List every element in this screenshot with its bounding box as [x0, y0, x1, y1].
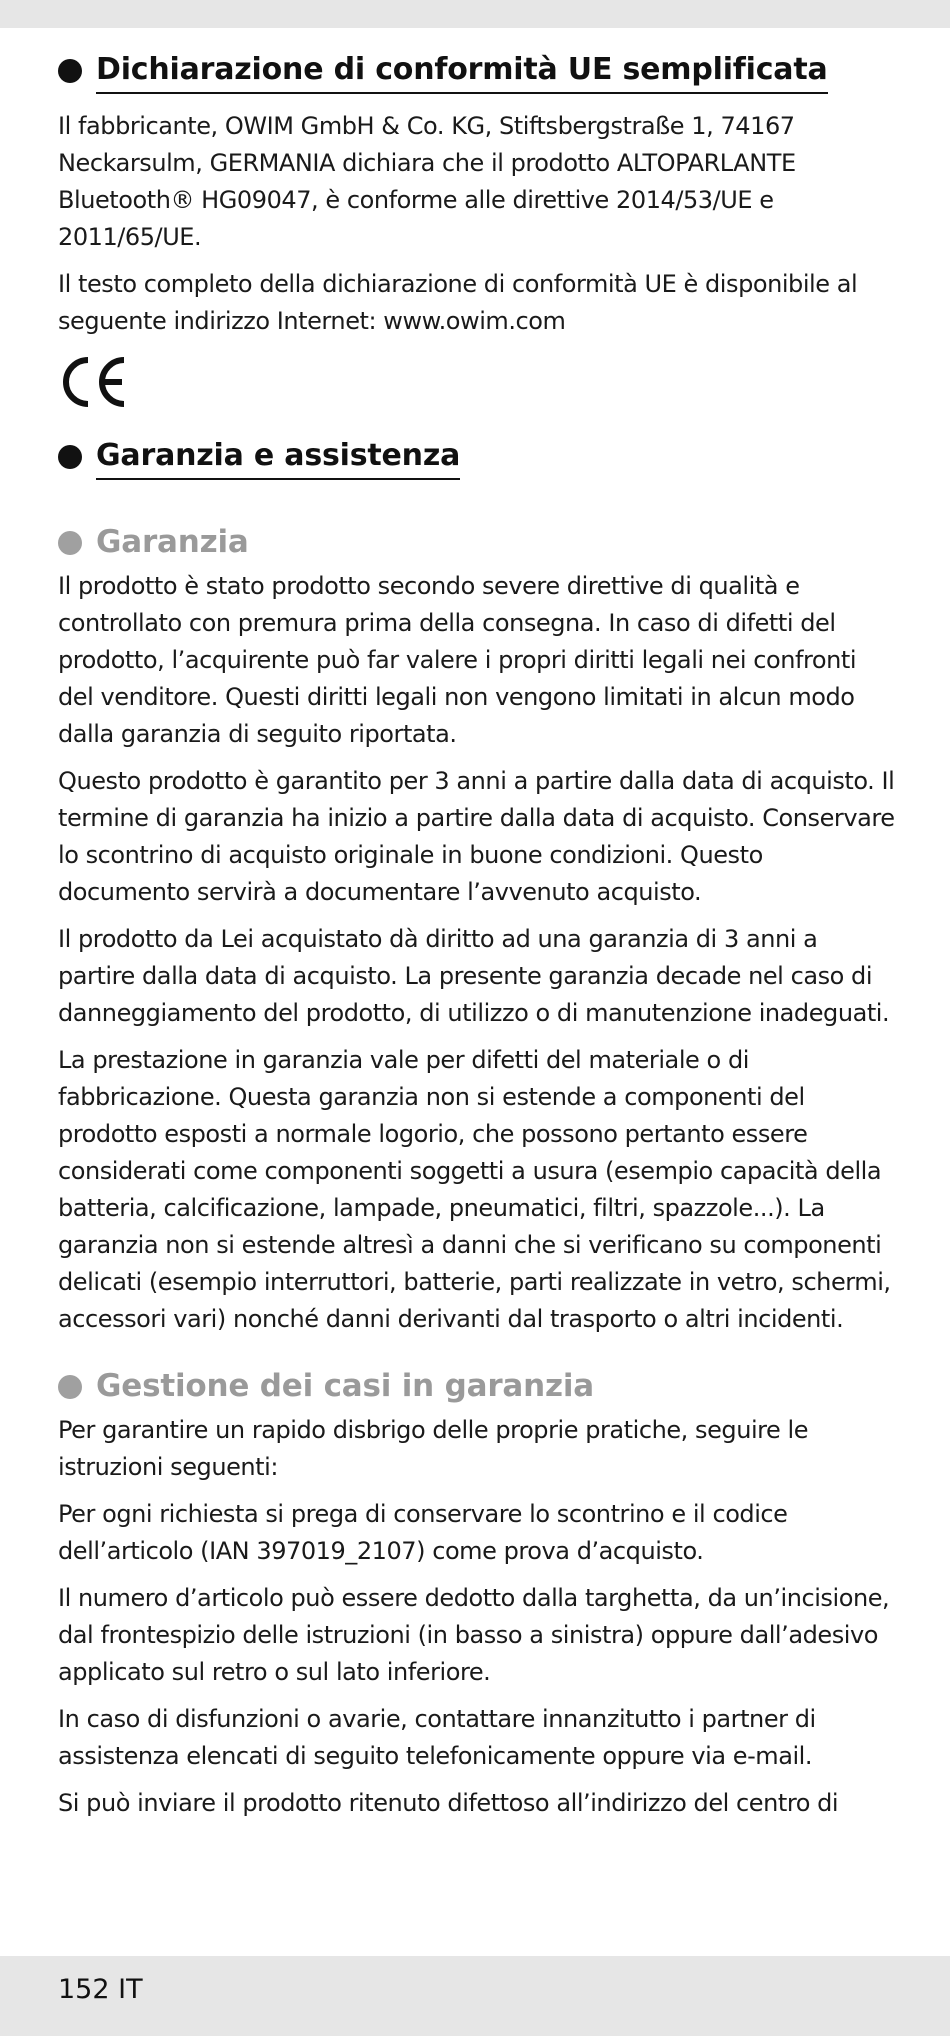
paragraph: Questo prodotto è garantito per 3 anni a partire dalla data di acquisto. Il termine di garanzia ha inizio a partire dalla data di acquisto. Conservare lo scontrino di acquisto originale in buone condizioni. Questo documento servirà a documentare l’avvenuto acquisto. [58, 767, 895, 906]
heading-text: Dichiarazione di conformità UE semplificata [96, 48, 828, 94]
ce-mark-icon [58, 352, 128, 412]
paragraph: Il numero d’articolo può essere dedotto dalla targhetta, da un’incisione, dal frontespizio delle istruzioni (in basso a sinistra) oppure dall’adesivo applicato sul retro o sul lato inferiore. [58, 1584, 890, 1686]
paragraph: Il prodotto da Lei acquistato dà diritto ad una garanzia di 3 anni a partire dalla data di acquisto. La presente garanzia decade nel caso di danneggiamento del prodotto, di utilizzo o di manutenzione inadeguati. [58, 925, 890, 1027]
subsection-heading-gestione [58, 1364, 898, 1408]
paragraph: Si può inviare il prodotto ritenuto difettoso all’indirizzo del centro di [58, 1789, 839, 1817]
paragraph: Per garantire un rapido disbrigo delle proprie pratiche, seguire le istruzioni seguenti: [58, 1416, 809, 1481]
heading-text: Garanzia [96, 524, 249, 560]
paragraph: Il testo completo della dichiarazione di conformità UE è disponibile al seguente indirizzo Internet: www.owim.com [58, 270, 858, 335]
top-margin-bar [0, 0, 950, 28]
paragraph: In caso di disfunzioni o avarie, contattare innanzitutto i partner di assistenza elencati di seguito telefonicamente oppure via e-mail. [58, 1705, 816, 1770]
paragraph: La prestazione in garanzia vale per difetti del materiale o di fabbricazione. Questa garanzia non si estende a componenti del prodotto esposti a normale logorio, che possono pertanto essere considerati come componenti soggetti a usura (esempio capacità della batteria, calcificazione, lampade, pneumatici, filtri, spazzole...). La garanzia non si estende altresì a danni che si verificano su componenti delicati (esempio interruttori, batterie, parti realizzate in vetro, schermi, accessori vari) nonché danni derivanti dal trasporto o altri incidenti. [58, 1046, 891, 1333]
page-content [58, 48, 898, 1822]
paragraph: Il prodotto è stato prodotto secondo severe direttive di qualità e controllato con premura prima della consegna. In caso di difetti del prodotto, l’acquirente può far valere i propri diritti legali nei confronti del venditore. Questi diritti legali non vengono limitati in alcun modo dalla garanzia di seguito riportata. [58, 572, 857, 748]
bullet-icon [58, 531, 82, 555]
page-number: 152 IT [58, 1974, 143, 2005]
section-heading-warranty [58, 434, 898, 480]
paragraph: Il fabbricante, OWIM GmbH & Co. KG, Stiftsbergstraße 1, 74167 Neckarsulm, GERMANIA dichiara che il prodotto ALTOPARLANTE Bluetooth® HG09047, è conforme alle direttive 2014/53/UE e 2011/65/UE. [58, 112, 796, 251]
heading-text: Garanzia e assistenza [96, 434, 460, 480]
bullet-icon [58, 59, 82, 83]
subsection-heading-garanzia [58, 520, 898, 564]
bullet-icon [58, 445, 82, 469]
heading-text: Gestione dei casi in garanzia [96, 1368, 595, 1404]
section-heading-declaration [58, 48, 898, 94]
paragraph: Per ogni richiesta si prega di conservare lo scontrino e il codice dell’articolo (IAN 397019_2107) come prova d’acquisto. [58, 1500, 788, 1565]
bullet-icon [58, 1375, 82, 1399]
